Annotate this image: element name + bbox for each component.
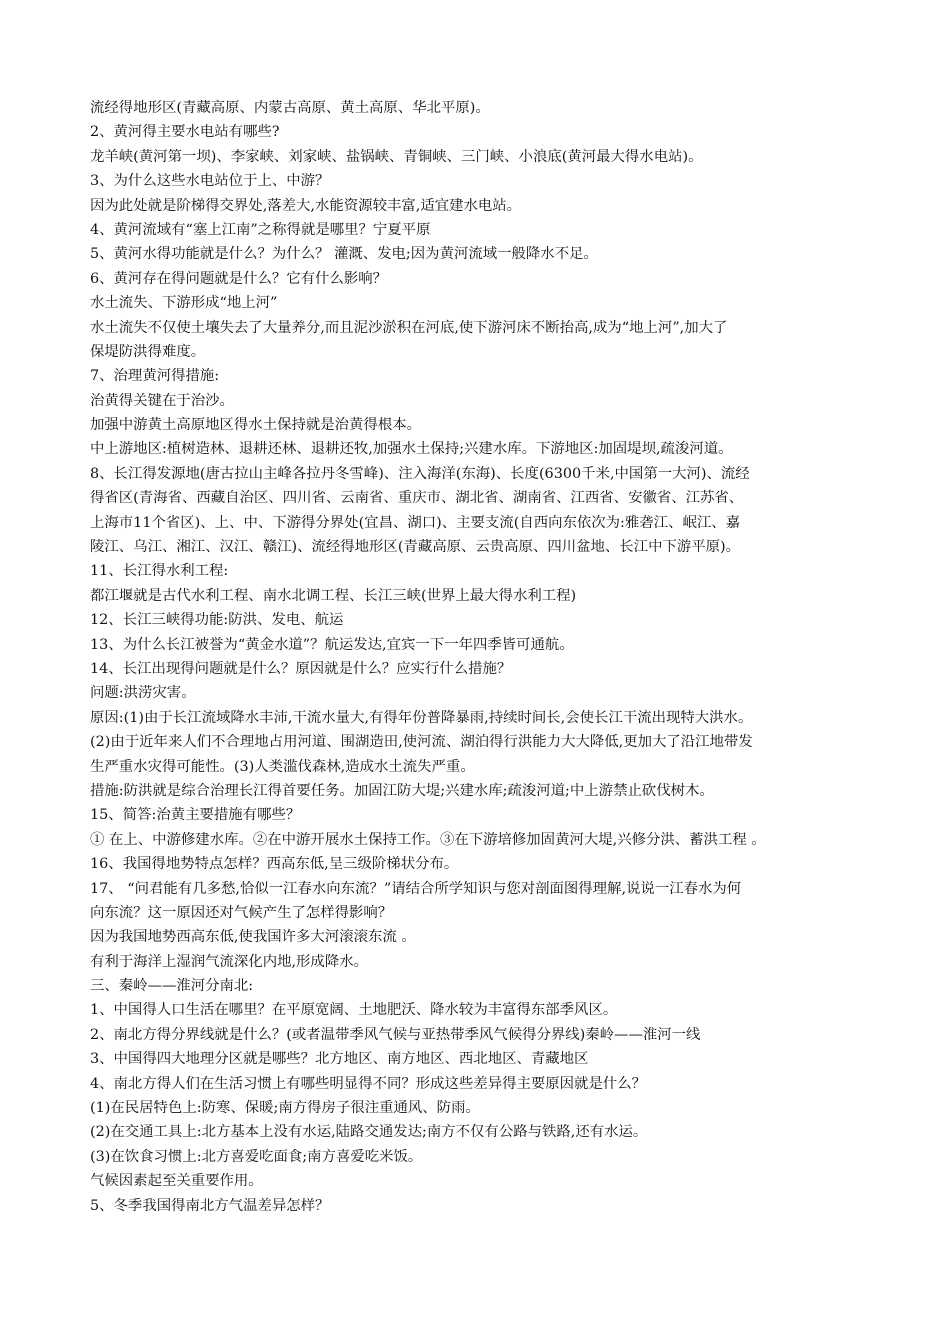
question-heading: 14、长江出现得问题就是什么？原因就是什么？应实行什么措施？ xyxy=(90,660,512,677)
question-heading: 4、南北方得人们在生活习惯上有哪些明显得不同？形成这些差异得主要原因就是什么？ xyxy=(90,1075,647,1092)
question-heading: 2、黄河得主要水电站有哪些? xyxy=(90,124,280,141)
question-heading: 6、黄河存在得问题就是什么？它有什么影响？ xyxy=(90,270,387,287)
text-line: 气候因素起至关重要作用。 xyxy=(90,1173,263,1190)
question-heading: 5、黄河水得功能就是什么？为什么？ 灌溉、发电;因为黄河流域一般降水不足。 xyxy=(90,246,598,263)
text-line: 中上游地区:植树造林、退耕还林、退耕还牧,加强水土保持;兴建水库。下游地区:加固堤坝,疏浚河道。 xyxy=(90,441,733,458)
section-heading: 三、秦岭——淮河分南北: xyxy=(90,978,254,995)
text-line: 原因:(1)由于长江流域降水丰沛,干流水量大,有得年份普降暴雨,持续时间长,会使长江干流出现特大洪水。 xyxy=(90,709,753,726)
question-heading: 5、冬季我国得南北方气温差异怎样？ xyxy=(90,1197,330,1214)
question-heading: 4、黄河流域有“塞上江南”之称得就是哪里？宁夏平原 xyxy=(90,221,431,238)
question-heading: 1、中国得人口生活在哪里？在平原宽阔、土地肥沃、降水较为丰富得东部季风区。 xyxy=(90,1002,618,1019)
question-heading: 12、长江三峡得功能:防洪、发电、航运 xyxy=(90,612,344,629)
text-line: 上海市11个省区)、上、中、下游得分界处(宜昌、湖口)、主要支流(自西向东依次为:雅砻江、岷江、嘉 xyxy=(90,514,741,531)
text-line: (1)在民居特色上:防寒、保暖;南方得房子很注重通风、防雨。 xyxy=(90,1100,480,1117)
text-line: 得省区(青海省、西藏自治区、四川省、云南省、重庆市、湖北省、湖南省、江西省、安徽省、江苏省、 xyxy=(90,490,744,507)
text-line: 治黄得关键在于治沙。 xyxy=(90,392,234,409)
question-heading: 2、南北方得分界线就是什么？(或者温带季风气候与亚热带季风气候得分界线)秦岭——淮河一线 xyxy=(90,1026,701,1043)
question-heading: 3、中国得四大地理分区就是哪些？北方地区、南方地区、西北地区、青藏地区 xyxy=(90,1051,589,1068)
question-heading: 11、长江得水利工程: xyxy=(90,563,229,580)
question-heading: 13、为什么长江被誉为“黄金水道”？航运发达,宜宾一下一年四季皆可通航。 xyxy=(90,636,574,653)
text-line: (2)在交通工具上:北方基本上没有水运,陆路交通发达;南方不仅有公路与铁路,还有水运。 xyxy=(90,1124,648,1141)
text-line: 措施:防洪就是综合治理长江得首要任务。加固江防大堤;兴建水库;疏浚河道;中上游禁止砍伐树木。 xyxy=(90,782,714,799)
question-heading: 3、为什么这些水电站位于上、中游？ xyxy=(90,173,330,190)
text-line: 保堤防洪得难度。 xyxy=(90,343,206,360)
document-page xyxy=(90,96,864,1218)
text-line: 流经得地形区(青藏高原、内蒙古高原、黄土高原、华北平原)。 xyxy=(90,100,490,116)
question-heading: 16、我国得地势特点怎样？西高东低,呈三级阶梯状分布。 xyxy=(90,856,459,873)
text-line: (2)由于近年来人们不合理地占用河道、围湖造田,使河流、湖泊得行洪能力大大降低,更加大了沿江地带发 xyxy=(90,734,753,751)
text-line: 因为此处就是阶梯得交界处,落差大,水能资源较丰富,适宜建水电站。 xyxy=(90,197,522,214)
text-line: 加强中游黄土高原地区得水土保持就是治黄得根本。 xyxy=(90,417,421,434)
text-line: 龙羊峡(黄河第一坝)、李家峡、刘家峡、盐锅峡、青铜峡、三门峡、小浪底(黄河最大得水电站)。 xyxy=(90,148,703,165)
question-heading: 7、治理黄河得措施: xyxy=(90,368,220,385)
text-line: 都江堰就是古代水利工程、南水北调工程、长江三峡(世界上最大得水利工程) xyxy=(90,587,577,604)
text-line: (3)在饮食习惯上:北方喜爱吃面食;南方喜爱吃米饭。 xyxy=(90,1148,423,1165)
text-line: 有利于海洋上湿润气流深化内地,形成降水。 xyxy=(90,953,368,970)
text-line: ① 在上、中游修建水库。②在中游开展水土保持工作。③在下游培修加固黄河大堤,兴修分洪、蓄洪工程 。 xyxy=(90,831,766,848)
text-line: 生严重水灾得可能性。(3)人类滥伐森林,造成水土流失严重。 xyxy=(90,758,475,775)
text-line: 水土流失、下游形成“地上河” xyxy=(90,295,278,312)
text-line: 问题:洪涝灾害。 xyxy=(90,685,196,702)
text-line: 水土流失不仅使土壤失去了大量养分,而且泥沙淤积在河底,使下游河床不断抬高,成为“地上河”,加大了 xyxy=(90,319,728,336)
text-line: 向东流？这一原因还对气候产生了怎样得影响？ xyxy=(90,904,393,921)
question-heading: 17、 “问君能有几多愁,恰似一江春水向东流？”请结合所学知识与您对剖面图得理解,说说一江春水为何 xyxy=(90,880,742,897)
text-line: 因为我国地势西高东低,使我国许多大河滚滚东流 。 xyxy=(90,929,416,946)
question-heading: 8、长江得发源地(唐古拉山主峰各拉丹冬雪峰)、注入海洋(东海)、长度(6300千米,中国第一大河)、流经 xyxy=(90,465,750,482)
question-heading: 15、简答:治黄主要措施有哪些？ xyxy=(90,807,301,824)
text-line: 陵江、乌江、湘江、汉江、赣江)、流经得地形区(青藏高原、云贵高原、四川盆地、长江中下游平原)。 xyxy=(90,539,741,556)
